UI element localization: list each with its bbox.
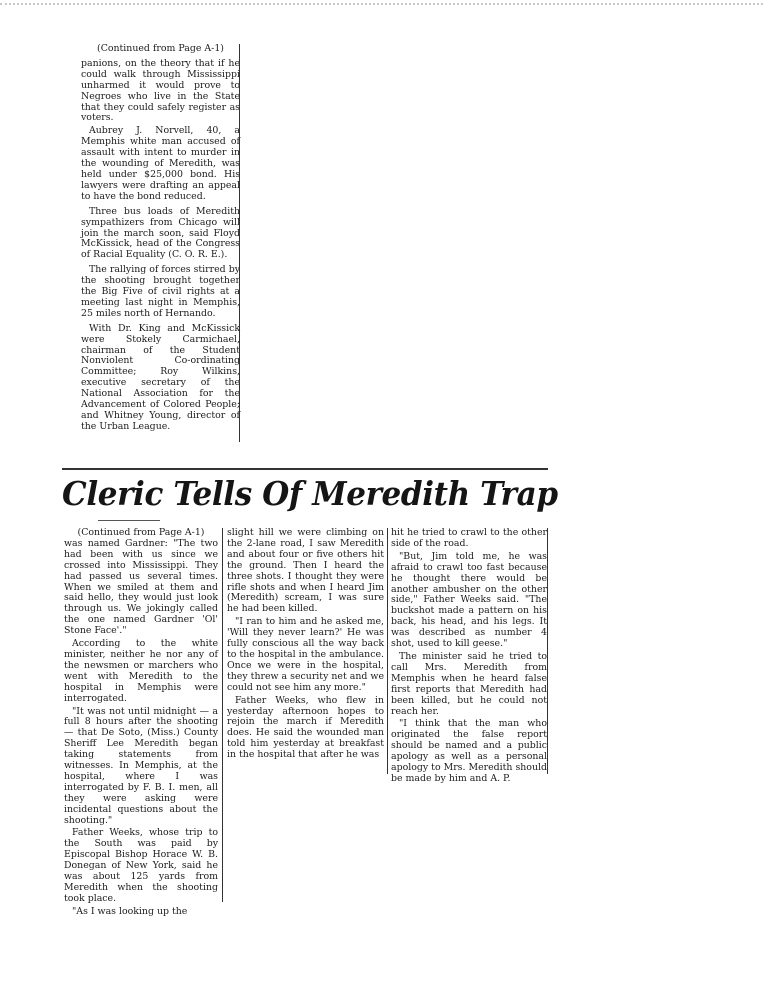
article-paragraph: Three bus loads of Meredith sympathizers from Chicago will join the march soon, said Floyd McKissick, head of the Congress of Racial Equality (C. O. R. E.).: [81, 205, 240, 261]
article-column-1: [64, 528, 218, 919]
article-paragraph: hit he tried to crawl to the other side of the road.: [391, 527, 547, 549]
article-headline: Cleric Tells Of Meredith Trap: [62, 474, 558, 513]
article-paragraph: "I ran to him and he asked me, 'Will they never learn?' He was fully conscious all the way back to the hospital in the ambulance. Once we were in the hospital, they threw a security net and we could not see him any more.": [227, 616, 384, 693]
continued-from-label: (Continued from Page A-1): [97, 43, 224, 54]
article-paragraph: With Dr. King and McKissick were Stokely Carmichael, chairman of the Student Nonviolent Co-ordinating Committee; Roy Wilkins, executive secretary of the National Association for the Advancement of Colored People; and Whitney Young, director of the Urban League.: [81, 322, 240, 432]
article-paragraph: panions, on the theory that if he could walk through Mississippi unharmed it would prove to Negroes who live in the State that they could safely register as voters.: [81, 57, 240, 124]
article-column-3: [391, 528, 547, 786]
article-paragraph: was named Gardner: "The two had been with us since we crossed into Mississippi. They had passed us several times. When we smiled at them and said hello, they would just look through us. We jokingly called the one named Gardner 'Ol' Stone Face'.": [64, 537, 218, 637]
top-article-column: [81, 44, 240, 434]
article-paragraph: The minister said he tried to call Mrs. Meredith from Memphis when he heard false first reports that Meredith had been killed, but he could not reach her.: [391, 650, 547, 717]
column-rule: [239, 44, 240, 442]
scan-top-dotted-edge: [0, 3, 763, 5]
article-paragraph: Father Weeks, whose trip to the South was paid by Episcopal Bishop Horace W. B. Donegan of New York, said he was about 125 yards from Meredith when the shooting took place.: [64, 827, 218, 904]
column-rule: [547, 528, 548, 774]
article-paragraph: According to the white minister, neither he nor any of the newsmen or marchers who went with Meredith to the hospital in Memphis were interrogated.: [64, 638, 218, 704]
article-paragraph: "But, Jim told me, he was afraid to crawl too fast because he thought there would be another ambusher on the other side," Father Weeks said. "The buckshot made a pattern on his back, his head, and his legs. It was described as number 4 shot, used to kill geese.": [391, 550, 547, 650]
column-rule: [387, 528, 388, 774]
column-rule: [222, 528, 223, 902]
article-column-2: [227, 528, 384, 762]
continued-from-label: (Continued from Page A-1): [77, 527, 205, 538]
article-paragraph: Aubrey J. Norvell, 40, a Memphis white man accused of assault with intent to murder in the wounding of Meredith, was held under $25,000 bond. His lawyers were drafting an appeal to have the bond reduced.: [81, 125, 240, 202]
article-paragraph: "As I was looking up the: [72, 905, 188, 917]
headline-underline-rule: [98, 520, 160, 521]
headline-top-rule: [62, 468, 548, 470]
article-paragraph: slight hill we were climbing on the 2-lane road, I saw Meredith and about four or five others hit the ground. Then I heard the three shots. I thought they were rifle shots and when I heard Jim (Meredith) scream, I was sure he had been killed.: [227, 527, 384, 615]
article-paragraph: Father Weeks, who flew in yesterday afternoon hopes to rejoin the march if Meredith does. He said the wounded man told him yesterday at breakfast in the hospital that after he was: [227, 694, 384, 761]
article-paragraph: "It was not until midnight — a full 8 hours after the shooting — that De Soto, (Miss.) County Sheriff Lee Meredith began taking statements from witnesses. In Memphis, at the hospital, where I was interrogated by F. B. I. men, all they were asking were incidental questions about the shooting.": [64, 705, 218, 826]
article-paragraph: "I think that the man who originated the false report should be named and a public apology as well as a personal apology to Mrs. Meredith should be made by him and A. P.: [391, 718, 547, 784]
article-paragraph: The rallying of forces stirred by the shooting brought together the Big Five of civil rights at a meeting last night in Memphis, 25 miles north of Hernando.: [81, 264, 240, 319]
